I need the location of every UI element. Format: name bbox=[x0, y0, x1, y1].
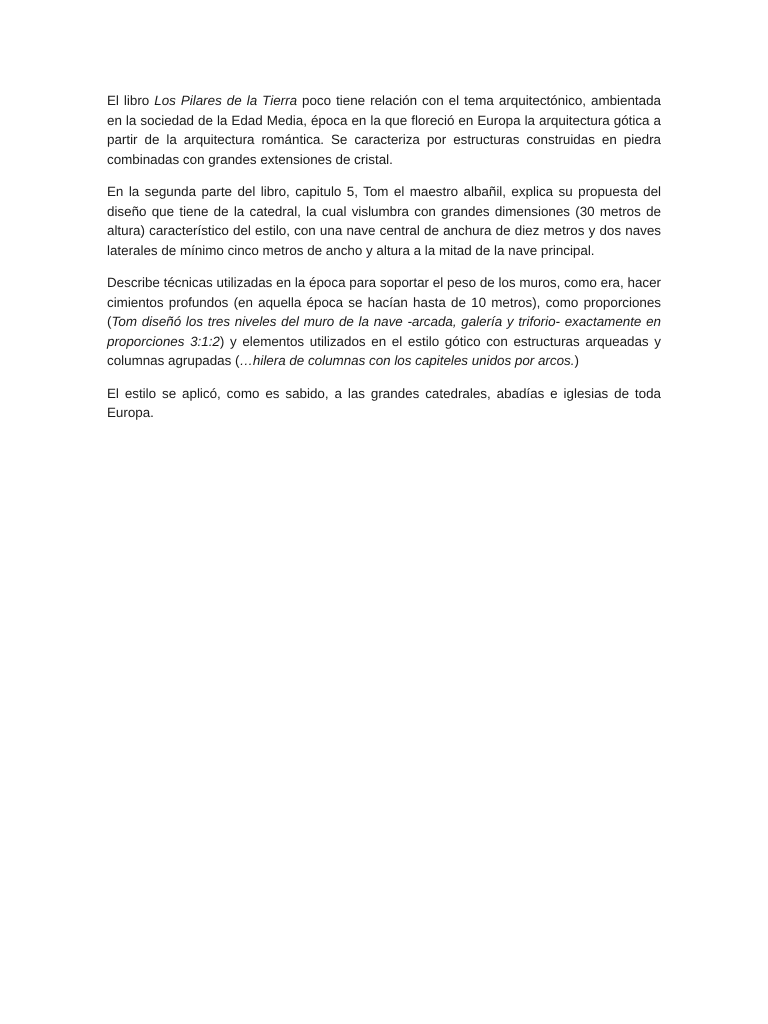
document-body bbox=[107, 91, 661, 435]
paragraph-4 bbox=[107, 384, 661, 423]
paragraph-2 bbox=[107, 182, 661, 260]
paragraph-1-text-continued: poco tiene relación con el tema arquitectónico, ambientada en la sociedad de la Edad Media, época en la que floreció en Europa la arquitectura gótica a partir de la arquitectura romántіca. Se caracteriza por estructuras construidas en piedra combinadas con grandes extensiones de cristal. bbox=[107, 93, 661, 167]
paragraph-3-text-middle: ) y elementos utilizados en el estilo gótico con estructuras arqueadas y columnas agrupadas ( bbox=[107, 333, 661, 368]
paragraph-2-text: En la segunda parte del libro, capitulo 5, Tom el maestro albañil, explica su propuesta del diseño que tiene de la catedral, la cual vislumbra con grandes dimensiones (30 metros de altura) característico del estilo, con una nave central de anchura de diez metros y dos naves laterales de mínimo cinco metros de ancho y altura a la mitad de la nave principal. bbox=[107, 184, 661, 258]
book-title: Los Pilares de la Tierra bbox=[154, 93, 298, 108]
paragraph-1 bbox=[107, 91, 661, 169]
quote-proportions: Tom diseñó los tres niveles del muro de la nave -arcada, galería y triforio- exactamente en proporciones 3:1:2 bbox=[107, 314, 661, 349]
paragraph-3 bbox=[107, 273, 661, 371]
paragraph-1-text: El libro bbox=[107, 93, 155, 108]
quote-columns: …hilera de columnas con los capiteles unidos por arcos. bbox=[239, 353, 575, 368]
paragraph-3-text-end: ) bbox=[574, 353, 579, 368]
paragraph-3-text: Describe técnicas utilizadas en la época para soportar el peso de los muros, como era, hacer cimientos profundos (en aquella época se hacían hasta de 10 metros), como proporciones ( bbox=[107, 275, 661, 329]
paragraph-4-text: El estilo se aplicó, como es sabido, a las grandes catedrales, abadías e iglesias de toda Europa. bbox=[107, 385, 661, 420]
